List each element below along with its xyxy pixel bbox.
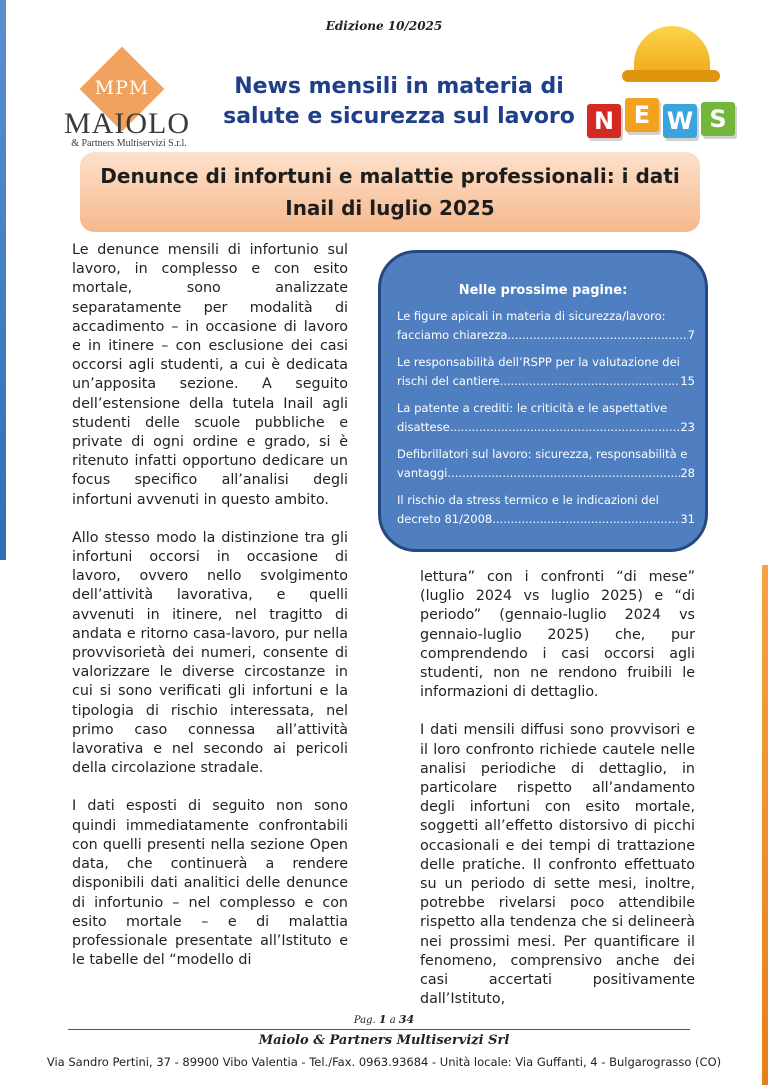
headline-line1: Denunce di infortuni e malattie professionali: i dati [100,164,680,188]
toc-list [397,307,695,537]
toc-item-title: Le responsabilità dell’RSPP per la valutazione dei [397,355,680,369]
article-left-column [72,241,348,989]
hard-hat-icon [622,22,720,84]
edition-label: Edizione 10/2025 [325,19,443,33]
paragraph: lettura” con i confronti “di mese” (luglio 2024 vs luglio 2025) e “di periodo” (gennaio-luglio 2024 vs gennaio-luglio 2025) che, pur comprendendo i casi occorsi agli studenti, non ne rendono fruibili le informazioni di dettaglio. [420,569,695,701]
paragraph: Allo stesso modo la distinzione tra gli infortuni occorsi in occasione di lavoro, ovvero nello svolgimento dell’attività lavorativa, e quelli avvenuti in itinere, nel tragitto di andata e ritorno casa-lavoro, pur nella provvisorietà dei numeri, consente di valorizzare le diverse circostanze in cui si sono verificati gli infortuni e la tipologia di rischio interessata, nel primo caso connessa all’attività lavorativa e nel secondo ai pericoli della circolazione stradale. [72,529,348,777]
article-right-column [420,568,695,1028]
headline-line2: Inail di luglio 2025 [285,196,495,220]
toc-title: Nelle prossime pagine: [458,283,628,298]
newsletter-title-line1: News mensili in materia di [234,74,564,99]
logo-name: MAIOLO [64,107,190,140]
toc-item-title: Le figure apicali in materia di sicurezza/lavoro: [397,309,666,323]
toc-item-page: 23 [680,420,695,434]
toc-item[interactable] [397,491,695,529]
toc-item-page: 7 [687,328,695,342]
logo-subtitle: & Partners Multiservizi S.r.l. [71,138,187,149]
toc-item-title: Il rischio da stress termico e le indicazioni del [397,493,659,507]
toc-item[interactable] [397,353,695,391]
footer-address: Via Sandro Pertini, 37 - 89900 Vibo Valentia - Tel./Fax. 0963.93684 - Unità locale: Via Guffanti, 4 - Bulgarograsso (CO) [46,1055,722,1069]
logo-mark: MPM [94,77,150,99]
toc-item[interactable] [397,445,695,483]
toc-item-title-cont: disattese [397,420,450,434]
toc-item-title-cont: decreto 81/2008 [397,512,493,526]
page-number: Pag. 1 a 34 [353,1013,415,1026]
company-logo [64,55,204,160]
table-of-contents [378,250,708,552]
toc-item-title-cont: vantaggi [397,466,448,480]
news-cube: W [663,104,697,138]
toc-item-title: La patente a crediti: le criticità e le aspettative [397,401,668,415]
toc-item[interactable] [397,399,695,437]
footer-company: Maiolo & Partners Multiservizi Srl [258,1033,510,1048]
news-cube: N [587,104,621,138]
toc-item-page: 31 [680,512,695,526]
left-edge-bar [0,0,6,560]
newsletter-title [214,72,584,132]
right-edge-bar [762,565,768,1085]
paragraph: I dati esposti di seguito non sono quindi immediatamente confrontabili con quelli presenti nella sezione Open data, che continuerà a rendere disponibili dati analitici delle denunce di infortunio – nel complesso e con esito mortale – e di malattia professionale presentate all’Istituto e le tabelle del “modello di [72,798,348,969]
footer-divider [68,1029,690,1030]
paragraph: Le denunce mensili di infortunio sul lavoro, in complesso e con esito mortale, sono analizzate separatamente per modalità di accadimento – in occasione di lavoro e in itinere – con esclusione dei casi occorsi agli studenti, a cui è dedicata un’apposita sezione. A seguito dell’estensione della tutela Inail agli studenti delle scuole pubbliche e private di ogni ordine e grado, si è ritenuto infatti opportuno dedicare un focus specifico all’analisi degli infortuni avvenuti in questo ambito. [72,242,348,508]
headline-title [80,160,700,224]
news-cubes [587,98,737,142]
toc-item-title-cont: facciamo chiarezza [397,328,508,342]
paragraph: I dati mensili diffusi sono provvisori e il loro confronto richiede cautele nelle analisi periodiche di dettaglio, in particolare rispetto all’andamento degli infortuni con esito mortale, soggetti all’effetto distorsivo di picchi occasionali e dei tempi di trattazione delle pratiche. Il confronto effettuato su un periodo di sette mesi, inoltre, potrebbe rivelarsi poco attendibile rispetto alla tendenza che si delineerà nei prossimi mesi. Per quantificare il fenomeno, comprensivo anche dei casi accertati positivamente dall’Istituto, [420,722,695,1008]
toc-item-title-cont: rischi del cantiere [397,374,500,388]
toc-item-page: 28 [680,466,695,480]
newsletter-title-line2: salute e sicurezza sul lavoro [223,104,575,129]
toc-item-page: 15 [680,374,695,388]
toc-item-title: Defibrillatori sul lavoro: sicurezza, responsabilità e [397,447,688,461]
toc-item[interactable] [397,307,695,345]
news-cube: S [701,102,735,136]
news-cube: E [625,98,659,132]
